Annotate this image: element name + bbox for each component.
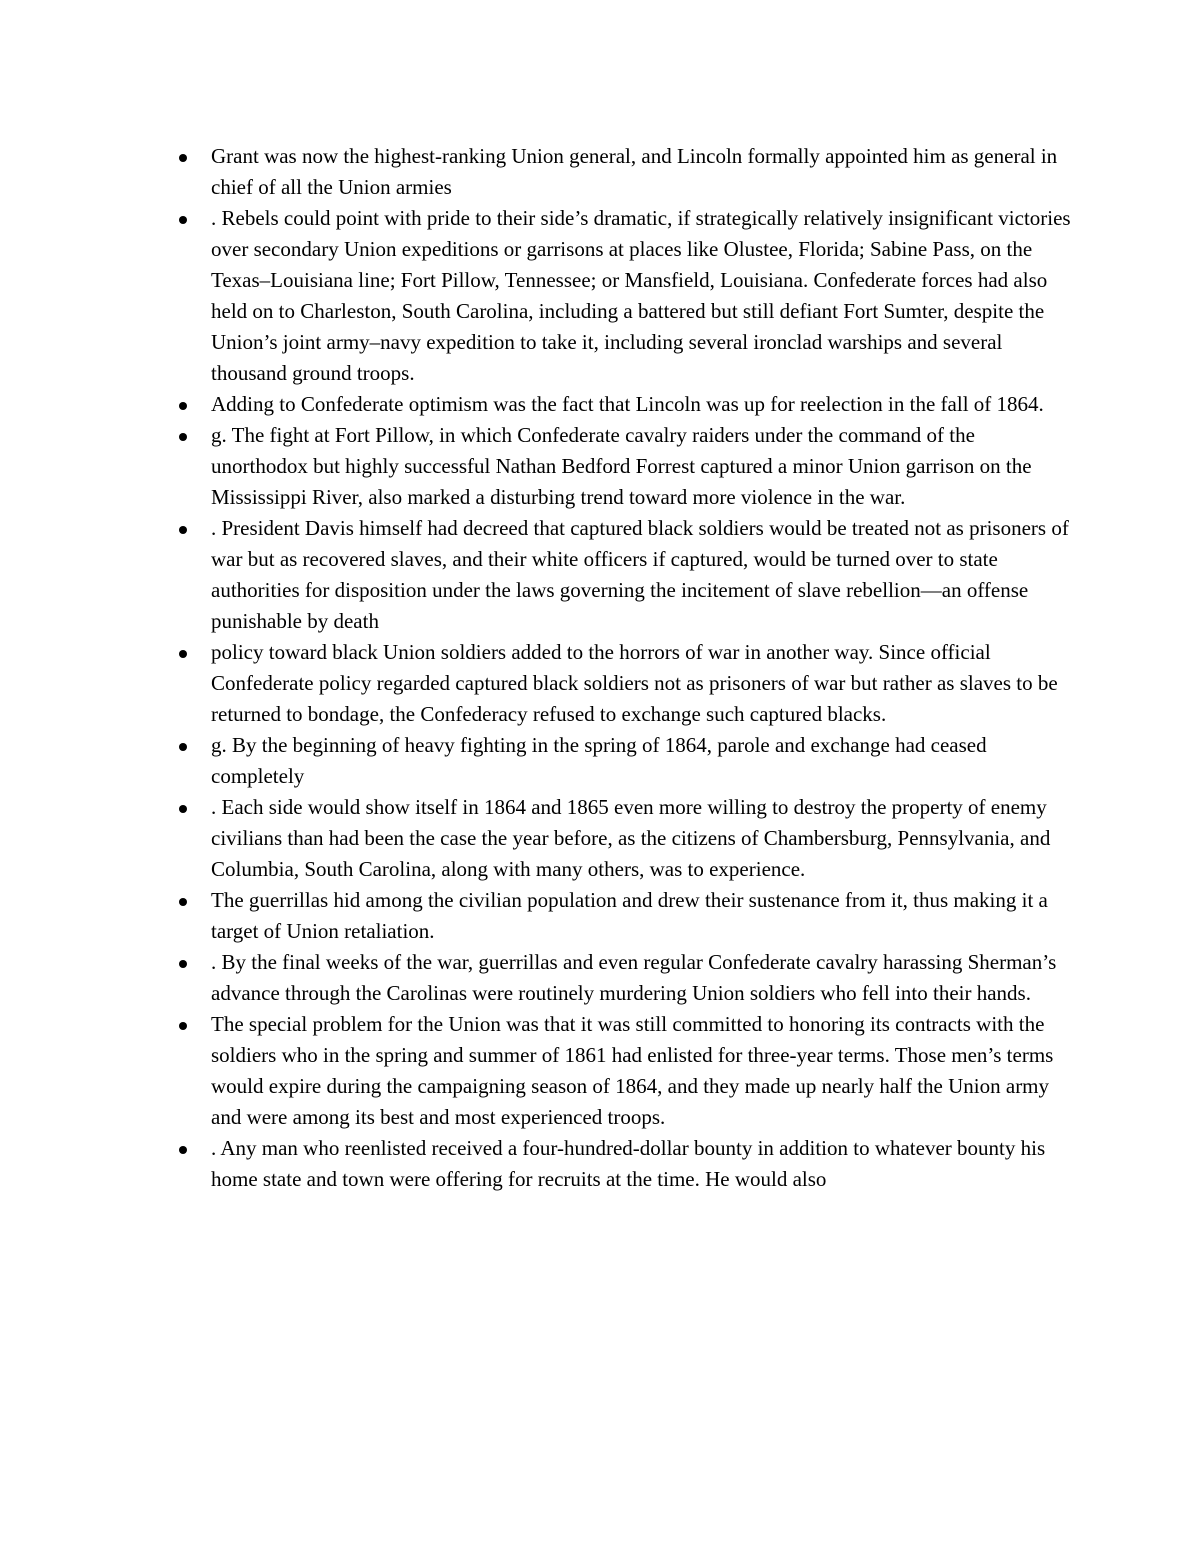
list-item [211, 885, 1073, 947]
list-item-text: . By the final weeks of the war, guerrillas and even regular Confederate cavalry harassing Sherman’s advance through the Carolinas were routinely murdering Union soldiers who fell into their hands. [211, 950, 1057, 1005]
list-item [211, 730, 1073, 792]
bullet-icon [179, 216, 187, 224]
list-item-text: . Rebels could point with pride to their side’s dramatic, if strategically relatively insignificant victories over secondary Union expeditions or garrisons at places like Olustee, Florida; Sabine Pass, on the Texas–Louisiana line; Fort Pillow, Tennessee; or Mansfield, Louisiana. Confederate forces had also held on to Charleston, South Carolina, including a battered but still defiant Fort Sumter, despite the Union’s joint army–navy expedition to take it, including several ironclad warships and several thousand ground troops. [211, 206, 1071, 385]
bullet-icon [179, 1022, 187, 1030]
list-item [211, 947, 1073, 1009]
list-item [211, 792, 1073, 885]
bullet-icon [179, 898, 187, 906]
list-item [211, 637, 1073, 730]
bullet-list [211, 141, 1073, 1195]
bullet-icon [179, 433, 187, 441]
list-item [211, 141, 1073, 203]
list-item [211, 513, 1073, 637]
bullet-icon [179, 526, 187, 534]
bullet-icon [179, 960, 187, 968]
list-item [211, 1133, 1073, 1195]
list-item-text: Grant was now the highest-ranking Union general, and Lincoln formally appointed him as general in chief of all the Union armies [211, 144, 1058, 199]
bullet-icon [179, 650, 187, 658]
list-item-text: . Any man who reenlisted received a four-hundred-dollar bounty in addition to whatever bounty his home state and town were offering for recruits at the time. He would also [211, 1136, 1046, 1191]
list-item [211, 203, 1073, 389]
list-item [211, 1009, 1073, 1133]
list-item [211, 420, 1073, 513]
bullet-icon [179, 805, 187, 813]
list-item-text: The guerrillas hid among the civilian population and drew their sustenance from it, thus making it a target of Union retaliation. [211, 888, 1048, 943]
list-item-text: g. The fight at Fort Pillow, in which Confederate cavalry raiders under the command of the unorthodox but highly successful Nathan Bedford Forrest captured a minor Union garrison on the Mississippi River, also marked a disturbing trend toward more violence in the war. [211, 423, 1032, 509]
list-item [211, 389, 1073, 420]
list-item-text: . Each side would show itself in 1864 and 1865 even more willing to destroy the property of enemy civilians than had been the case the year before, as the citizens of Chambersburg, Pennsylvania, and Columbia, South Carolina, along with many others, was to experience. [211, 795, 1051, 881]
list-item-text: The special problem for the Union was that it was still committed to honoring its contracts with the soldiers who in the spring and summer of 1861 had enlisted for three-year terms. Those men’s terms would expire during the campaigning season of 1864, and they made up nearly half the Union army and were among its best and most experienced troops. [211, 1012, 1054, 1129]
bullet-icon [179, 1146, 187, 1154]
bullet-icon [179, 154, 187, 162]
bullet-icon [179, 402, 187, 410]
list-item-text: . President Davis himself had decreed that captured black soldiers would be treated not as prisoners of war but as recovered slaves, and their white officers if captured, would be turned over to state authorities for disposition under the laws governing the incitement of slave rebellion—an offense punishable by death [211, 516, 1069, 633]
bullet-icon [179, 743, 187, 751]
list-item-text: Adding to Confederate optimism was the fact that Lincoln was up for reelection in the fall of 1864. [211, 392, 1044, 416]
list-item-text: policy toward black Union soldiers added to the horrors of war in another way. Since official Confederate policy regarded captured black soldiers not as prisoners of war but rather as slaves to be returned to bondage, the Confederacy refused to exchange such captured blacks. [211, 640, 1058, 726]
list-item-text: g. By the beginning of heavy fighting in the spring of 1864, parole and exchange had ceased completely [211, 733, 987, 788]
